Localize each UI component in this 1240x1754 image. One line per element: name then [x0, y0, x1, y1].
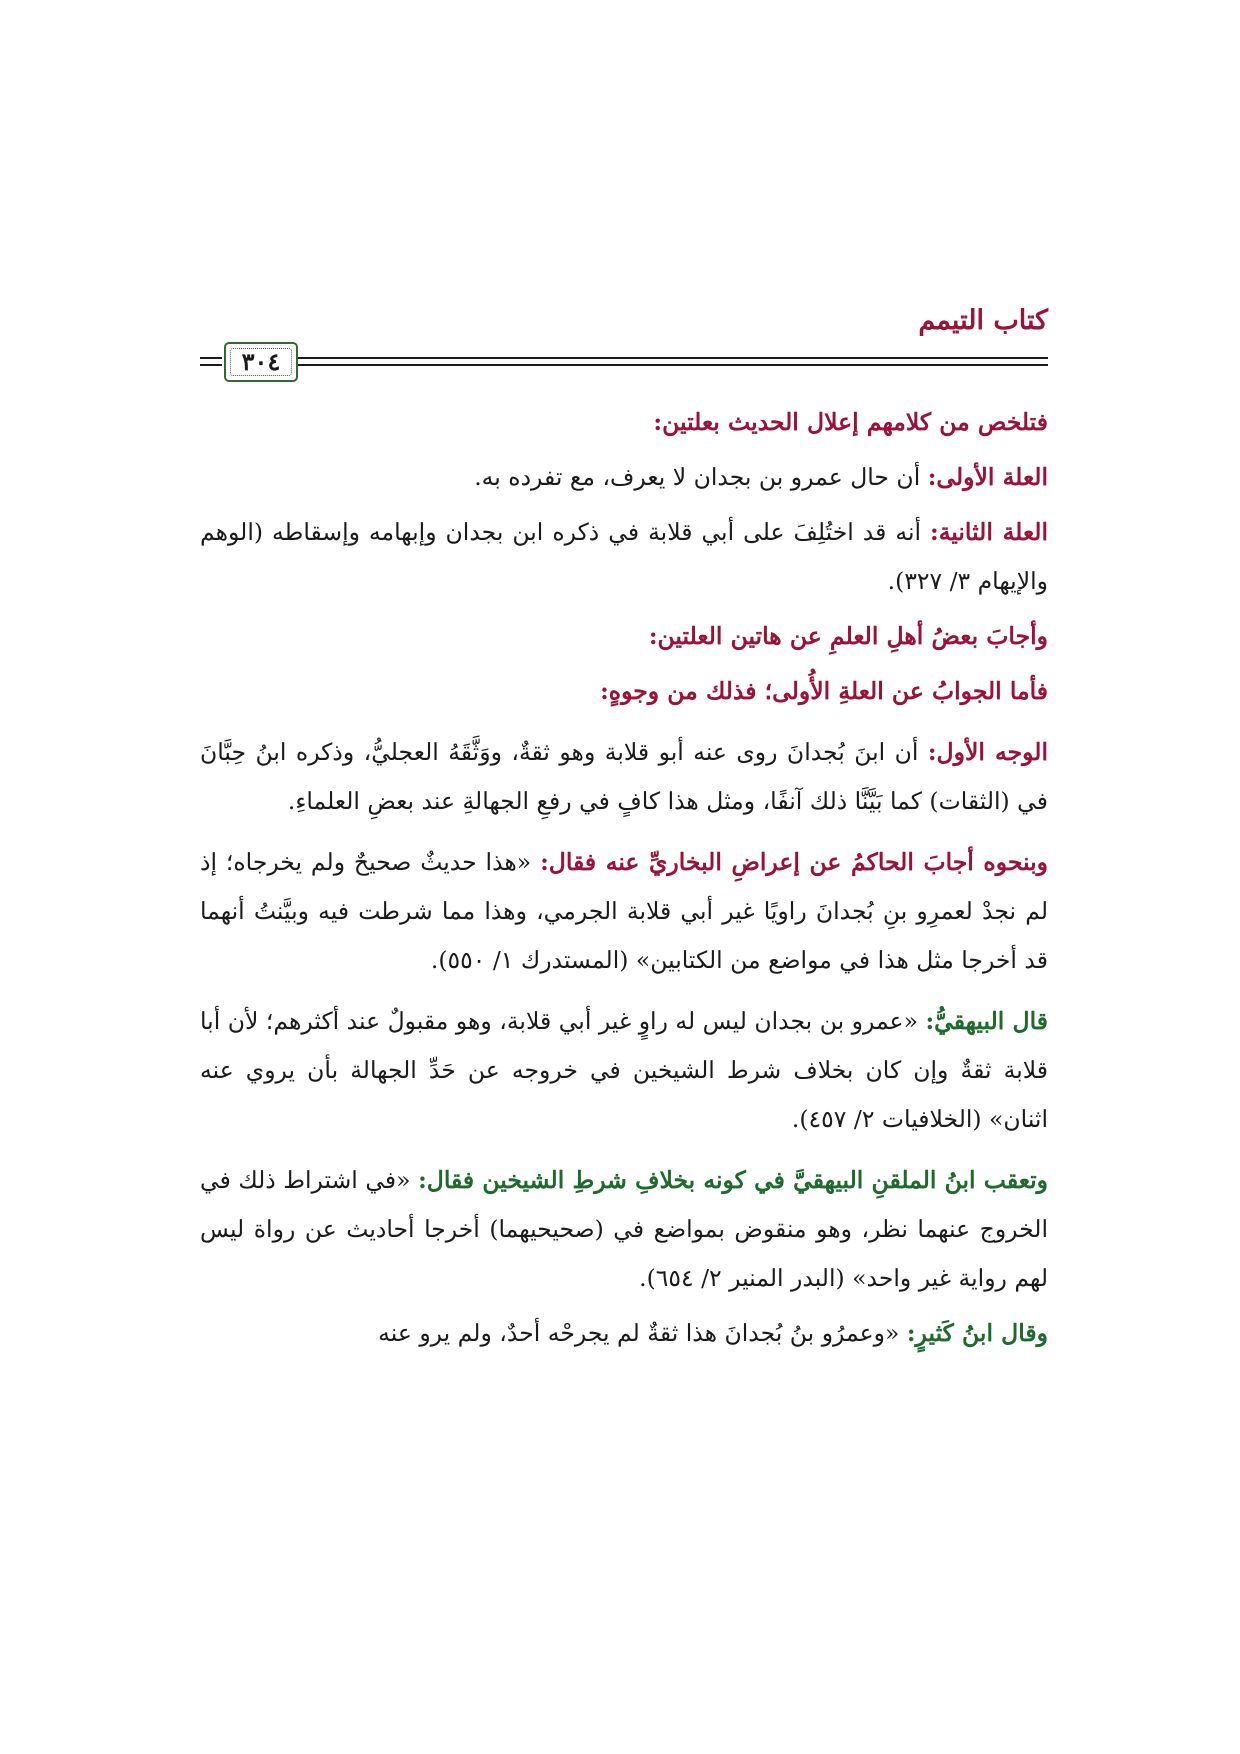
paragraph: [200, 453, 1048, 502]
paragraph: [200, 1156, 1048, 1303]
quotation-text: «في اشتراط ذلك في الخروج عنهما نظر، وهو منقوض بمواضع في (صحيحيهما) أخرجا أحاديث عن رواة ليس لهم رواية غير واحد» (البدر المنير ٢/ ٦٥٤).: [200, 1166, 1048, 1292]
header-rule: [200, 364, 222, 366]
page-body: [200, 398, 1048, 1358]
section-heading: فأما الجوابُ عن العلةِ الأُولى؛ فذلك من وجوهٍ:: [600, 677, 1048, 705]
paragraph: [200, 838, 1048, 985]
quotation-text: «هذا حديثٌ صحيحٌ ولم يخرجاه؛ إذ لم نجدْ لعمرِو بنِ بُجدانَ راويًا غير أبي قلابة الجرمي، وهذا مما شرطت فيه وبيَّنتُ أنهما قد أخرجا مثل هذا في مواضع من الكتابين» (المستدرك ١/ ٥٥٠).: [200, 848, 1048, 974]
paragraph-text: أن ابنَ بُجدانَ روى عنه أبو قلابة وهو ثقةٌ، ووَثَّقَهُ العجليُّ، وذكره ابنُ حِبَّانَ في (الثقات) كما بَيَّنَّا ذلك آنفًا، ومثل هذا كافٍ في رفعِ الجهالةِ عند بعضِ العلماءِ.: [200, 738, 1048, 815]
paragraph-lead: العلة الأولى:: [927, 463, 1048, 491]
header-rule: [297, 357, 1048, 359]
page-number-badge: [224, 342, 298, 382]
paragraph-lead: قال البيهقيُّ:: [925, 1007, 1048, 1035]
running-title: كتاب التيمم: [918, 305, 1048, 336]
paragraph-lead: الوجه الأول:: [927, 738, 1048, 766]
paragraph: [200, 997, 1048, 1144]
paragraph: [200, 508, 1048, 606]
section-heading: وأجابَ بعضُ أهلِ العلمِ عن هاتين العلتين:: [648, 622, 1048, 650]
paragraph-lead: وبنحوه أجابَ الحاكمُ عن إعراضِ البخاريِّ عنه فقال:: [540, 848, 1048, 876]
paragraph-lead: وقال ابنُ كَثيرٍ:: [906, 1319, 1048, 1347]
header-rule: [200, 357, 222, 359]
page-number: ٣٠٤: [241, 347, 281, 376]
paragraph-text: أنه قد اختُلِفَ على أبي قلابة في ذكره ابن بجدان وإبهامه وإسقاطه (الوهم والإيهام ٣/ ٣٢٧).: [200, 518, 1048, 595]
paragraph-text: أن حال عمرو بن بجدان لا يعرف، مع تفرده به.: [474, 463, 921, 491]
quotation-text: «وعمرُو بنُ بُجدانَ هذا ثقةٌ لم يجرحْه أحدٌ، ولم يرو عنه: [378, 1319, 900, 1347]
paragraph: [200, 728, 1048, 826]
paragraph: [200, 1309, 1048, 1358]
paragraph-lead: العلة الثانية:: [930, 518, 1048, 546]
section-heading: فتلخص من كلامهم إعلال الحديث بعلتين:: [653, 408, 1048, 436]
quotation-text: «عمرو بن بجدان ليس له راوٍ غير أبي قلابة، وهو مقبولٌ عند أكثرهم؛ لأن أبا قلابة ثقةٌ وإن كان بخلاف شرط الشيخين في خروجه عن حَدِّ الجهالة بأن يروي عنه اثنان» (الخلافيات ٢/ ٤٥٧).: [200, 1007, 1048, 1133]
header-rule: [297, 364, 1048, 366]
paragraph-lead: وتعقب ابنُ الملقنِ البيهقيَّ في كونه بخلافِ شرطِ الشيخين فقال:: [418, 1166, 1048, 1194]
page-header: [200, 305, 1048, 375]
